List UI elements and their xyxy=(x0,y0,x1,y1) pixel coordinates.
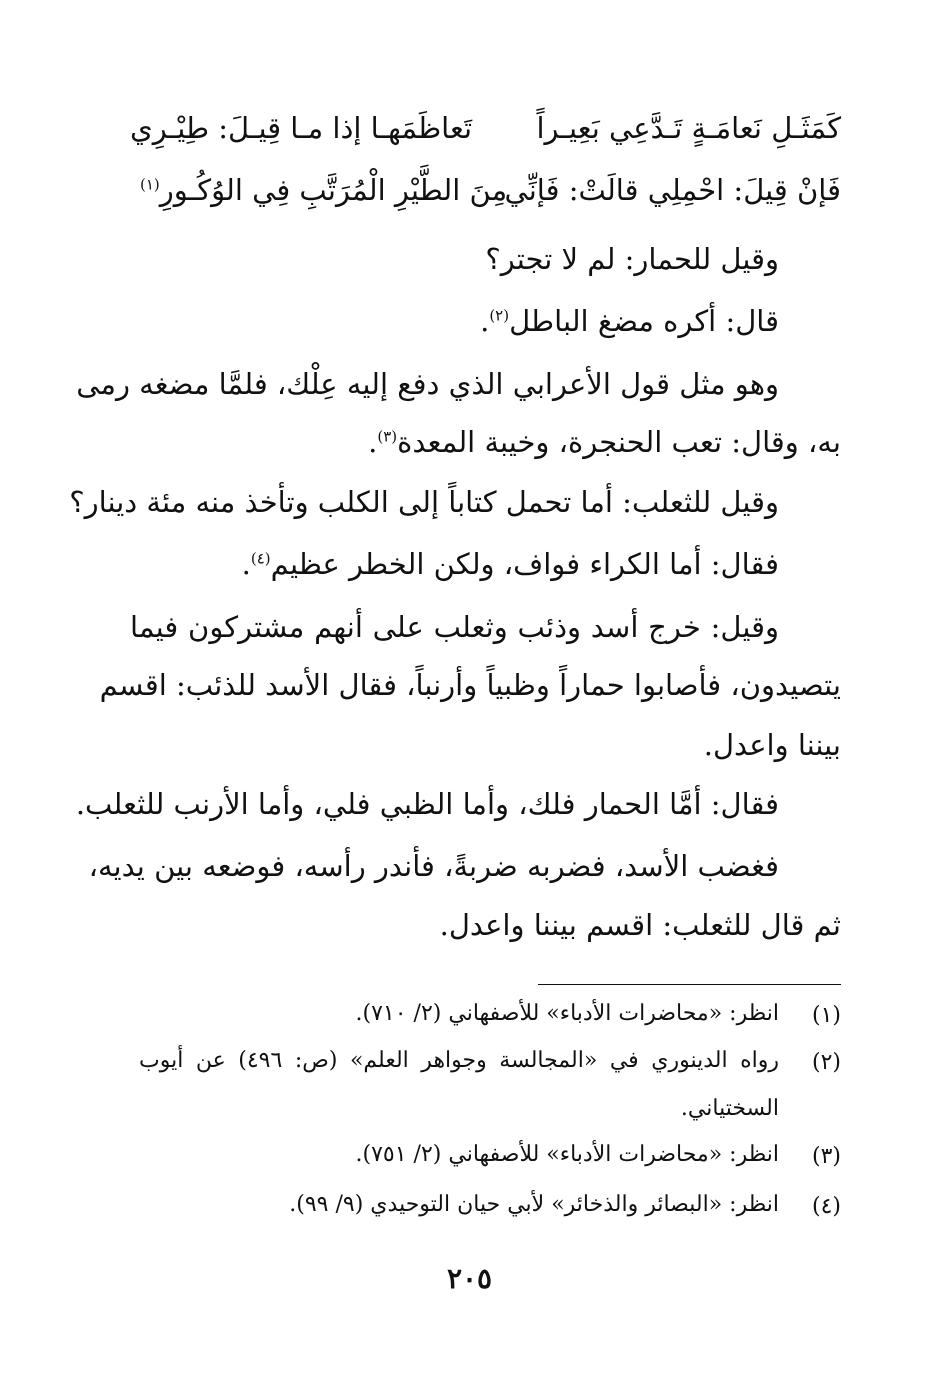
verse-1-second-hemistich: تَعاظَمَهـا إذا مـا قِيـلَ: طِيْـرِي xyxy=(130,111,473,145)
footnote-2-text-line-2: السختياني. xyxy=(680,1096,779,1121)
footnote-1-number: (١) xyxy=(811,1003,841,1028)
paragraph-fox-question: وقيل للثعلب: أما تحمل كتاباً إلى الكلب وتأخذ منه مئة دينار؟ xyxy=(69,485,779,519)
paragraph-fox-answer xyxy=(130,547,779,581)
paragraph-end: . xyxy=(368,425,378,459)
footnote-2-text-line-1: رواه الدينوري في «المجالسة وجواهر العلم» (ص: ٤٩٦) عن أيوب xyxy=(139,1048,779,1073)
footnote-1-text: انظر: «محاضرات الأدباء» للأصفهاني (٢/ ٧١٠). xyxy=(355,1001,779,1026)
footnote-4-text: انظر: «البصائر والذخائر» لأبي حيان التوحيدي (٩/ ٩٩). xyxy=(289,1192,779,1217)
verse-1-first-hemistich: كَمَثَـلِ نَعامَـةٍ تَـدَّعِي بَعِيـراً xyxy=(536,111,841,145)
verse-2-second-hemistich xyxy=(140,173,508,207)
paragraph-text: قال: أكره مضغ الباطل xyxy=(509,304,779,338)
footnote-ref-1: (١) xyxy=(140,175,160,194)
footnote-3-text: انظر: «محاضرات الأدباء» للأصفهاني (٢/ ٧٥١). xyxy=(355,1142,779,1167)
verse-2-first-hemistich: فَإنْ قِيلَ: احْمِلِي قالَتْ: فَإنِّي xyxy=(504,173,841,207)
footnote-ref-4: (٤) xyxy=(250,549,271,568)
paragraph-lion-line-1: فغضب الأسد، فضربه ضربةً، فأندر رأسه، فوضعه بين يديه، xyxy=(88,849,779,883)
footnote-separator xyxy=(538,984,841,985)
paragraph-text: به، وقال: تعب الحنجرة، وخيبة المعدة xyxy=(397,425,841,459)
paragraph-hunt-line-2: يتصيدون، فأصابوا حماراً وظبياً وأرنباً، فقال الأسد للذئب: اقسم xyxy=(99,668,841,702)
footnote-ref-2: (٢) xyxy=(489,306,510,325)
page-number: ٢٠٥ xyxy=(446,1262,493,1295)
paragraph-text: فقال: أما الكراء فواف، ولكن الخطر عظيم xyxy=(270,547,779,581)
paragraph-end: . xyxy=(480,304,490,338)
footnote-2-number: (٢) xyxy=(811,1050,841,1075)
footnote-4-number: (٤) xyxy=(811,1194,841,1219)
footnote-ref-3: (٣) xyxy=(377,427,398,446)
paragraph-hunt-line-1: وقيل: خرج أسد وذئب وثعلب على أنهم مشتركون فيما xyxy=(130,610,779,644)
paragraph-donkey-question: وقيل للحمار: لم لا تجتر؟ xyxy=(485,242,779,276)
paragraph-bedouin-line-2 xyxy=(130,425,841,459)
paragraph-lion-line-2: ثم قال للثعلب: اقسم بيننا واعدل. xyxy=(439,908,841,942)
paragraph-division-answer: فقال: أمَّا الحمار فلك، وأما الظبي فلي، وأما الأرنب للثعلب. xyxy=(75,787,779,821)
verse-2-text: مِنَ الطَّيْرِ الْمُرَتَّبِ فِي الوُكُـورِ xyxy=(159,173,508,207)
paragraph-bedouin-line-1: وهو مثل قول الأعرابي الذي دفع إليه عِلْك، فلمَّا مضغه رمى xyxy=(76,367,779,401)
paragraph-end: . xyxy=(241,547,251,581)
footnote-3-number: (٣) xyxy=(811,1144,841,1169)
paragraph-hunt-line-3: بيننا واعدل. xyxy=(703,728,841,762)
paragraph-donkey-answer xyxy=(130,304,779,338)
